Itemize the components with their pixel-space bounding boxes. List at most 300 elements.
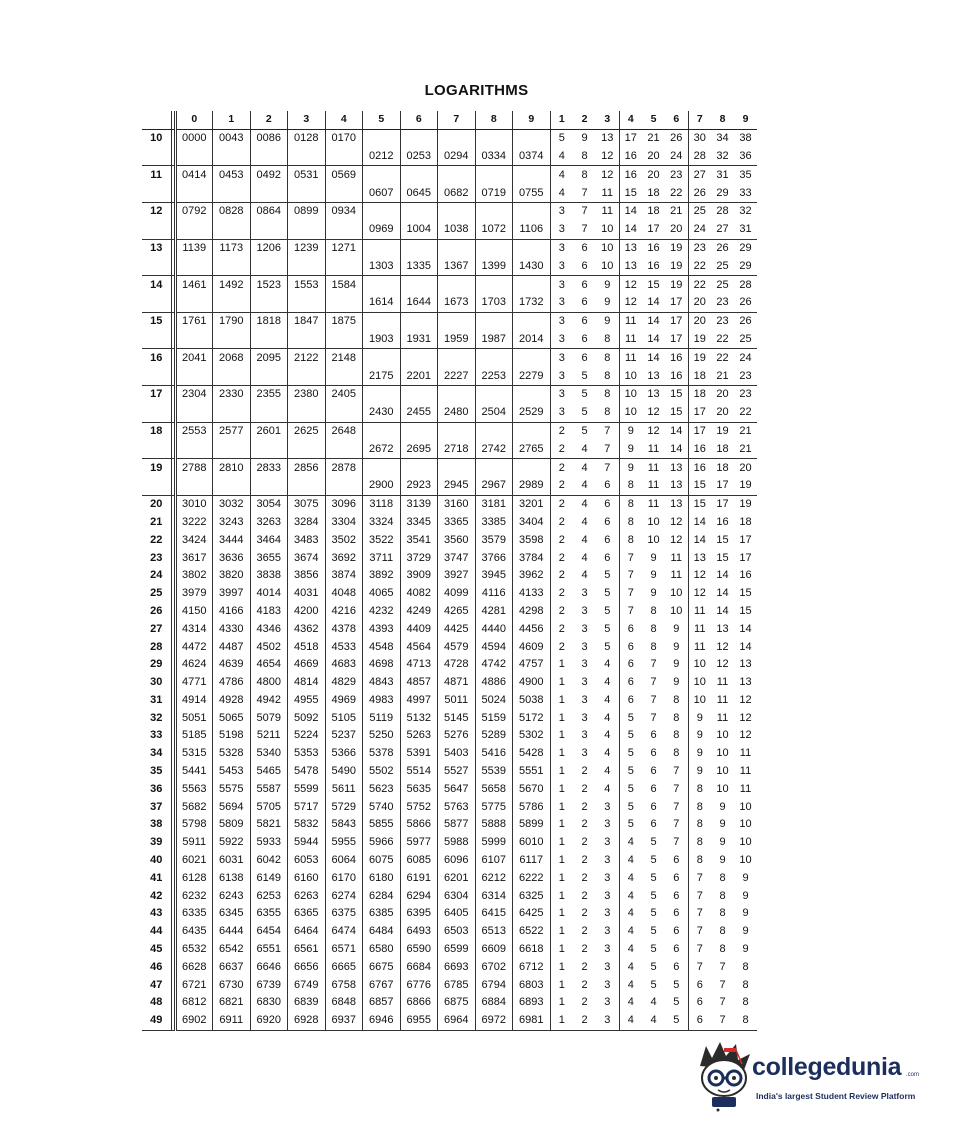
log-value-cell: 5717	[288, 798, 326, 816]
mean-difference-cell: 6	[650, 765, 657, 778]
log-value-cell: 3365	[438, 514, 476, 532]
table-row	[142, 958, 757, 976]
log-value-cell: 2529	[513, 404, 551, 422]
log-value-cell	[400, 129, 438, 147]
log-value-cell: 6964	[438, 1012, 476, 1030]
log-value-cell: 0453	[213, 166, 251, 184]
mean-difference-cell: 11	[716, 693, 729, 706]
log-value-cell: 5955	[325, 834, 363, 852]
log-value-cell	[213, 294, 251, 312]
mean-difference-cell: 5	[619, 727, 642, 745]
mean-difference-cell: 7	[650, 711, 657, 724]
mean-difference-cell: 31	[711, 166, 734, 184]
mean-difference-cell: 23	[711, 312, 734, 330]
log-value-cell: 2923	[400, 477, 438, 495]
mean-difference-cell: 10	[739, 836, 752, 849]
mean-difference-cell: 7	[719, 960, 726, 973]
table-row	[142, 905, 757, 923]
mean-difference-cell: 12	[601, 149, 614, 162]
log-value-cell	[325, 148, 363, 166]
log-value-cell: 1367	[438, 257, 476, 275]
mean-difference-cell: 3	[581, 711, 588, 724]
mean-difference-cell: 7	[650, 676, 657, 689]
mean-difference-cell: 5	[581, 406, 588, 419]
log-value-cell: 0682	[438, 184, 476, 202]
log-value-cell: 6464	[288, 923, 326, 941]
log-value-cell: 5911	[175, 834, 213, 852]
log-value-cell: 6739	[250, 976, 288, 994]
table-row	[142, 603, 757, 621]
mean-difference-cell: 25	[688, 202, 711, 220]
mean-difference-cell: 4	[619, 1012, 642, 1030]
mean-difference-cell: 7	[673, 782, 680, 795]
table-row	[142, 656, 757, 674]
mean-difference-cell: 10	[739, 818, 752, 831]
mean-difference-cell: 3	[581, 587, 588, 600]
log-value-cell: 5391	[400, 745, 438, 763]
log-value-cell	[400, 239, 438, 257]
log-value-cell: 4942	[250, 692, 288, 710]
mean-difference-cell: 14	[647, 332, 660, 345]
mean-difference-cell: 9	[673, 676, 680, 689]
log-value-cell: 4548	[363, 638, 401, 656]
mean-difference-cell: 4	[642, 1012, 665, 1030]
mean-difference-cell: 5	[581, 369, 588, 382]
mean-difference-cell: 7	[711, 1012, 734, 1030]
mean-difference-cell: 36	[739, 149, 752, 162]
log-value-cell	[400, 385, 438, 403]
table-row	[142, 567, 757, 585]
log-value-cell: 3598	[513, 531, 551, 549]
log-value-cell: 4800	[250, 674, 288, 692]
log-value-cell	[213, 148, 251, 166]
log-value-cell: 6911	[213, 1012, 251, 1030]
mean-difference-cell: 3	[550, 385, 573, 403]
log-value-cell: 5740	[363, 798, 401, 816]
log-value-cell	[363, 422, 401, 440]
mean-difference-cell: 15	[619, 184, 642, 202]
row-label: 21	[142, 514, 171, 532]
mean-difference-cell: 2	[550, 422, 573, 440]
log-value-cell	[475, 385, 513, 403]
mean-difference-cell: 2	[550, 514, 573, 532]
header-main-col: 3	[288, 111, 326, 129]
mean-difference-cell: 4	[581, 569, 588, 582]
mean-difference-cell: 3	[550, 276, 573, 294]
mean-difference-cell: 11	[688, 638, 711, 656]
mean-difference-cell: 5	[665, 1012, 688, 1030]
log-value-cell: 2068	[213, 349, 251, 367]
mean-difference-cell: 7	[619, 585, 642, 603]
log-value-cell: 1644	[400, 294, 438, 312]
table-row	[142, 745, 757, 763]
mean-difference-cell: 1	[550, 834, 573, 852]
log-value-cell: 2041	[175, 349, 213, 367]
table-row	[142, 692, 757, 710]
log-value-cell: 1072	[475, 221, 513, 239]
mean-difference-cell: 8	[742, 960, 749, 973]
row-label: 35	[142, 763, 171, 781]
log-value-cell: 0934	[325, 202, 363, 220]
mean-difference-cell: 5	[619, 798, 642, 816]
row-label: 22	[142, 531, 171, 549]
log-value-cell: 4502	[250, 638, 288, 656]
table-row	[142, 798, 757, 816]
log-value-cell: 0414	[175, 166, 213, 184]
mean-difference-cell: 2	[581, 943, 588, 956]
mean-difference-cell: 1	[550, 692, 573, 710]
mean-difference-cell: 8	[596, 349, 619, 367]
mean-difference-cell: 29	[716, 186, 729, 199]
mean-difference-cell: 13	[665, 459, 688, 477]
log-value-cell: 6212	[475, 869, 513, 887]
log-value-cell: 6767	[363, 976, 401, 994]
log-value-cell: 6395	[400, 905, 438, 923]
log-value-cell: 2405	[325, 385, 363, 403]
row-label: 27	[142, 620, 171, 638]
log-value-cell: 3118	[363, 495, 401, 513]
log-value-cell: 6484	[363, 923, 401, 941]
mean-difference-cell: 9	[650, 587, 657, 600]
mean-difference-cell: 3	[596, 1012, 619, 1030]
log-value-cell: 5159	[475, 709, 513, 727]
mean-difference-cell: 7	[673, 818, 680, 831]
mean-difference-cell: 11	[739, 782, 752, 795]
log-value-cell: 6435	[175, 923, 213, 941]
mean-difference-cell: 4	[619, 869, 642, 887]
log-value-cell: 6693	[438, 958, 476, 976]
row-label: 12	[142, 202, 171, 220]
row-label: 37	[142, 798, 171, 816]
log-value-cell: 3541	[400, 531, 438, 549]
mean-difference-cell: 2	[550, 495, 573, 513]
log-value-cell: 6758	[325, 976, 363, 994]
mean-difference-cell: 23	[716, 296, 729, 309]
log-value-cell: 4639	[213, 656, 251, 674]
mean-difference-cell: 14	[739, 622, 752, 635]
header-main-col: 2	[250, 111, 288, 129]
mean-difference-cell: 12	[670, 515, 683, 528]
log-value-cell	[175, 221, 213, 239]
mean-difference-cell: 3	[604, 800, 611, 813]
log-value-cell	[363, 166, 401, 184]
row-label: 47	[142, 976, 171, 994]
log-value-cell: 5855	[363, 816, 401, 834]
log-value-cell: 4886	[475, 674, 513, 692]
table-row	[142, 531, 757, 549]
mean-difference-cell: 7	[619, 567, 642, 585]
mean-difference-cell: 6	[596, 495, 619, 513]
log-value-cell: 5211	[250, 727, 288, 745]
mean-difference-cell: 18	[716, 442, 729, 455]
mean-difference-cell: 15	[716, 551, 729, 564]
mean-difference-cell: 5	[650, 978, 657, 991]
table-row	[142, 422, 757, 440]
log-value-cell: 4698	[363, 656, 401, 674]
log-value-cell: 5888	[475, 816, 513, 834]
log-value-cell: 1038	[438, 221, 476, 239]
mean-difference-cell: 7	[573, 202, 596, 220]
log-value-cell: 5478	[288, 763, 326, 781]
mean-difference-cell: 18	[688, 385, 711, 403]
mean-difference-cell: 4	[604, 782, 611, 795]
log-value-cell: 4472	[175, 638, 213, 656]
mean-difference-cell: 6	[619, 638, 642, 656]
mean-difference-cell: 5	[650, 907, 657, 920]
log-value-cell: 4771	[175, 674, 213, 692]
page-title: LOGARITHMS	[424, 82, 529, 99]
mean-difference-cell: 9	[688, 709, 711, 727]
log-value-cell: 4518	[288, 638, 326, 656]
log-value-cell: 4378	[325, 620, 363, 638]
log-value-cell: 4166	[213, 603, 251, 621]
log-value-cell: 5403	[438, 745, 476, 763]
log-value-cell	[400, 422, 438, 440]
mean-difference-cell: 5	[650, 925, 657, 938]
log-value-cell: 2878	[325, 459, 363, 477]
mean-difference-cell: 9	[604, 296, 611, 309]
log-value-cell: 2672	[363, 440, 401, 458]
mean-difference-cell: 13	[596, 129, 619, 147]
log-value-cell: 5635	[400, 780, 438, 798]
mean-difference-cell: 10	[647, 533, 660, 546]
mean-difference-cell: 26	[739, 296, 752, 309]
log-value-cell: 6243	[213, 887, 251, 905]
mean-difference-cell: 1	[550, 763, 573, 781]
header-blank	[142, 111, 171, 129]
mean-difference-cell: 11	[619, 312, 642, 330]
log-value-cell	[400, 349, 438, 367]
mean-difference-cell: 4	[604, 765, 611, 778]
log-value-cell: 0719	[475, 184, 513, 202]
mean-difference-cell: 5	[604, 587, 611, 600]
mean-difference-cell: 9	[719, 836, 726, 849]
log-value-cell	[400, 459, 438, 477]
mean-difference-cell: 8	[619, 495, 642, 513]
mean-difference-cell: 6	[673, 907, 680, 920]
mean-difference-cell: 14	[647, 296, 660, 309]
mean-difference-cell: 9	[573, 129, 596, 147]
log-value-cell	[400, 202, 438, 220]
log-value-cell: 4742	[475, 656, 513, 674]
log-value-cell: 5563	[175, 780, 213, 798]
mean-difference-cell: 20	[688, 312, 711, 330]
mean-difference-cell: 5	[673, 996, 680, 1009]
mean-difference-cell: 8	[673, 729, 680, 742]
mean-difference-cell: 18	[711, 459, 734, 477]
log-value-cell	[175, 294, 213, 312]
mean-difference-cell: 7	[673, 836, 680, 849]
log-value-cell: 6590	[400, 941, 438, 959]
row-label: 30	[142, 674, 171, 692]
log-value-cell: 5250	[363, 727, 401, 745]
row-label: 16	[142, 349, 171, 367]
mean-difference-cell: 14	[619, 221, 642, 239]
log-value-cell: 1430	[513, 257, 551, 275]
mean-difference-cell: 17	[716, 479, 729, 492]
mean-difference-cell: 1	[550, 976, 573, 994]
log-value-cell: 1703	[475, 294, 513, 312]
log-value-cell	[438, 312, 476, 330]
log-value-cell: 1553	[288, 276, 326, 294]
log-value-cell: 1523	[250, 276, 288, 294]
mean-difference-cell: 10	[739, 800, 752, 813]
log-value-cell: 0128	[288, 129, 326, 147]
mean-difference-cell: 3	[550, 312, 573, 330]
log-value-cell: 1847	[288, 312, 326, 330]
mean-difference-cell: 4	[581, 479, 588, 492]
mean-difference-cell: 35	[734, 166, 757, 184]
mean-difference-cell: 20	[711, 385, 734, 403]
log-value-cell: 1492	[213, 276, 251, 294]
mean-difference-cell: 2	[550, 549, 573, 567]
log-value-cell: 2304	[175, 385, 213, 403]
log-value-cell: 6375	[325, 905, 363, 923]
log-value-cell: 5763	[438, 798, 476, 816]
log-value-cell: 5079	[250, 709, 288, 727]
log-value-cell: 5999	[475, 834, 513, 852]
mean-difference-cell: 13	[642, 385, 665, 403]
mean-difference-cell: 10	[716, 782, 729, 795]
log-value-cell: 3856	[288, 567, 326, 585]
mean-difference-cell: 3	[581, 640, 588, 653]
log-value-cell: 1206	[250, 239, 288, 257]
mean-difference-cell: 3	[581, 604, 588, 617]
mean-difference-cell: 1	[550, 816, 573, 834]
log-value-cell: 6325	[513, 887, 551, 905]
mean-difference-cell: 8	[573, 166, 596, 184]
mean-difference-cell: 12	[642, 422, 665, 440]
mean-difference-cell: 8	[604, 369, 611, 382]
mean-difference-cell: 11	[619, 349, 642, 367]
header-main-col: 4	[325, 111, 363, 129]
header-diff-col: 9	[734, 111, 757, 129]
log-value-cell: 5899	[513, 816, 551, 834]
mean-difference-cell: 1	[550, 745, 573, 763]
log-value-cell: 0607	[363, 184, 401, 202]
log-value-cell: 2095	[250, 349, 288, 367]
mean-difference-cell: 5	[619, 780, 642, 798]
log-value-cell: 0569	[325, 166, 363, 184]
mean-difference-cell: 27	[716, 223, 729, 236]
mean-difference-cell: 13	[670, 479, 683, 492]
mean-difference-cell: 15	[642, 276, 665, 294]
log-value-cell: 5599	[288, 780, 326, 798]
mean-difference-cell: 13	[688, 549, 711, 567]
log-value-cell: 4997	[400, 692, 438, 710]
mean-difference-cell: 9	[673, 622, 680, 635]
log-value-cell: 6702	[475, 958, 513, 976]
mean-difference-cell: 17	[619, 129, 642, 147]
mean-difference-cell: 14	[739, 640, 752, 653]
mean-difference-cell: 15	[688, 495, 711, 513]
header-diff-col: 1	[550, 111, 573, 129]
mean-difference-cell: 11	[619, 331, 642, 349]
mean-difference-cell: 18	[739, 515, 752, 528]
log-value-cell: 6274	[325, 887, 363, 905]
row-label	[142, 221, 171, 239]
log-value-cell: 2201	[400, 367, 438, 385]
log-value-cell	[475, 459, 513, 477]
log-value-cell: 5798	[175, 816, 213, 834]
log-value-cell: 5011	[438, 692, 476, 710]
log-value-cell: 2355	[250, 385, 288, 403]
mean-difference-cell: 13	[619, 239, 642, 257]
mean-difference-cell: 1	[550, 798, 573, 816]
mean-difference-cell: 19	[665, 239, 688, 257]
log-value-cell: 4298	[513, 603, 551, 621]
mean-difference-cell: 12	[670, 533, 683, 546]
log-value-cell: 4928	[213, 692, 251, 710]
mean-difference-cell: 8	[719, 889, 726, 902]
table-header-row	[142, 111, 757, 129]
mean-difference-cell: 9	[742, 943, 749, 956]
row-label: 20	[142, 495, 171, 513]
log-value-cell: 4669	[288, 656, 326, 674]
log-value-cell: 6981	[513, 1012, 551, 1030]
mean-difference-cell: 34	[711, 129, 734, 147]
table-row	[142, 780, 757, 798]
header-main-col: 8	[475, 111, 513, 129]
header-diff-col: 3	[596, 111, 619, 129]
mean-difference-cell: 22	[739, 406, 752, 419]
log-value-cell: 6839	[288, 994, 326, 1012]
log-value-cell: 3766	[475, 549, 513, 567]
log-value-cell: 5185	[175, 727, 213, 745]
mean-difference-cell: 3	[550, 349, 573, 367]
log-value-cell: 5502	[363, 763, 401, 781]
log-value-cell	[475, 422, 513, 440]
log-value-cell: 4082	[400, 585, 438, 603]
mean-difference-cell: 11	[647, 442, 660, 455]
mean-difference-cell: 8	[650, 640, 657, 653]
mean-difference-cell: 12	[716, 658, 729, 671]
row-label: 41	[142, 869, 171, 887]
log-value-cell: 5786	[513, 798, 551, 816]
mean-difference-cell: 2	[581, 907, 588, 920]
log-value-cell: 4314	[175, 620, 213, 638]
log-value-cell: 5988	[438, 834, 476, 852]
log-value-cell: 1987	[475, 331, 513, 349]
log-value-cell: 2227	[438, 367, 476, 385]
mean-difference-cell: 6	[573, 239, 596, 257]
log-value-cell	[213, 477, 251, 495]
log-value-cell: 4065	[363, 585, 401, 603]
table-row	[142, 727, 757, 745]
mean-difference-cell: 3	[550, 367, 573, 385]
log-value-cell: 6920	[250, 1012, 288, 1030]
mean-difference-cell: 1	[550, 656, 573, 674]
log-value-cell: 6848	[325, 994, 363, 1012]
mean-difference-cell: 5	[650, 854, 657, 867]
log-value-cell: 1239	[288, 239, 326, 257]
mean-difference-cell: 13	[739, 676, 752, 689]
log-value-cell: 0000	[175, 129, 213, 147]
log-value-cell: 6425	[513, 905, 551, 923]
table-row	[142, 887, 757, 905]
mean-difference-cell: 17	[647, 223, 660, 236]
mean-difference-cell: 23	[734, 385, 757, 403]
log-value-cell: 6444	[213, 923, 251, 941]
log-value-cell	[175, 257, 213, 275]
mean-difference-cell: 4	[581, 533, 588, 546]
log-value-cell	[288, 440, 326, 458]
log-value-cell: 5315	[175, 745, 213, 763]
log-value-cell: 4829	[325, 674, 363, 692]
log-value-cell: 2601	[250, 422, 288, 440]
mean-difference-cell: 6	[581, 259, 588, 272]
row-label: 28	[142, 638, 171, 656]
